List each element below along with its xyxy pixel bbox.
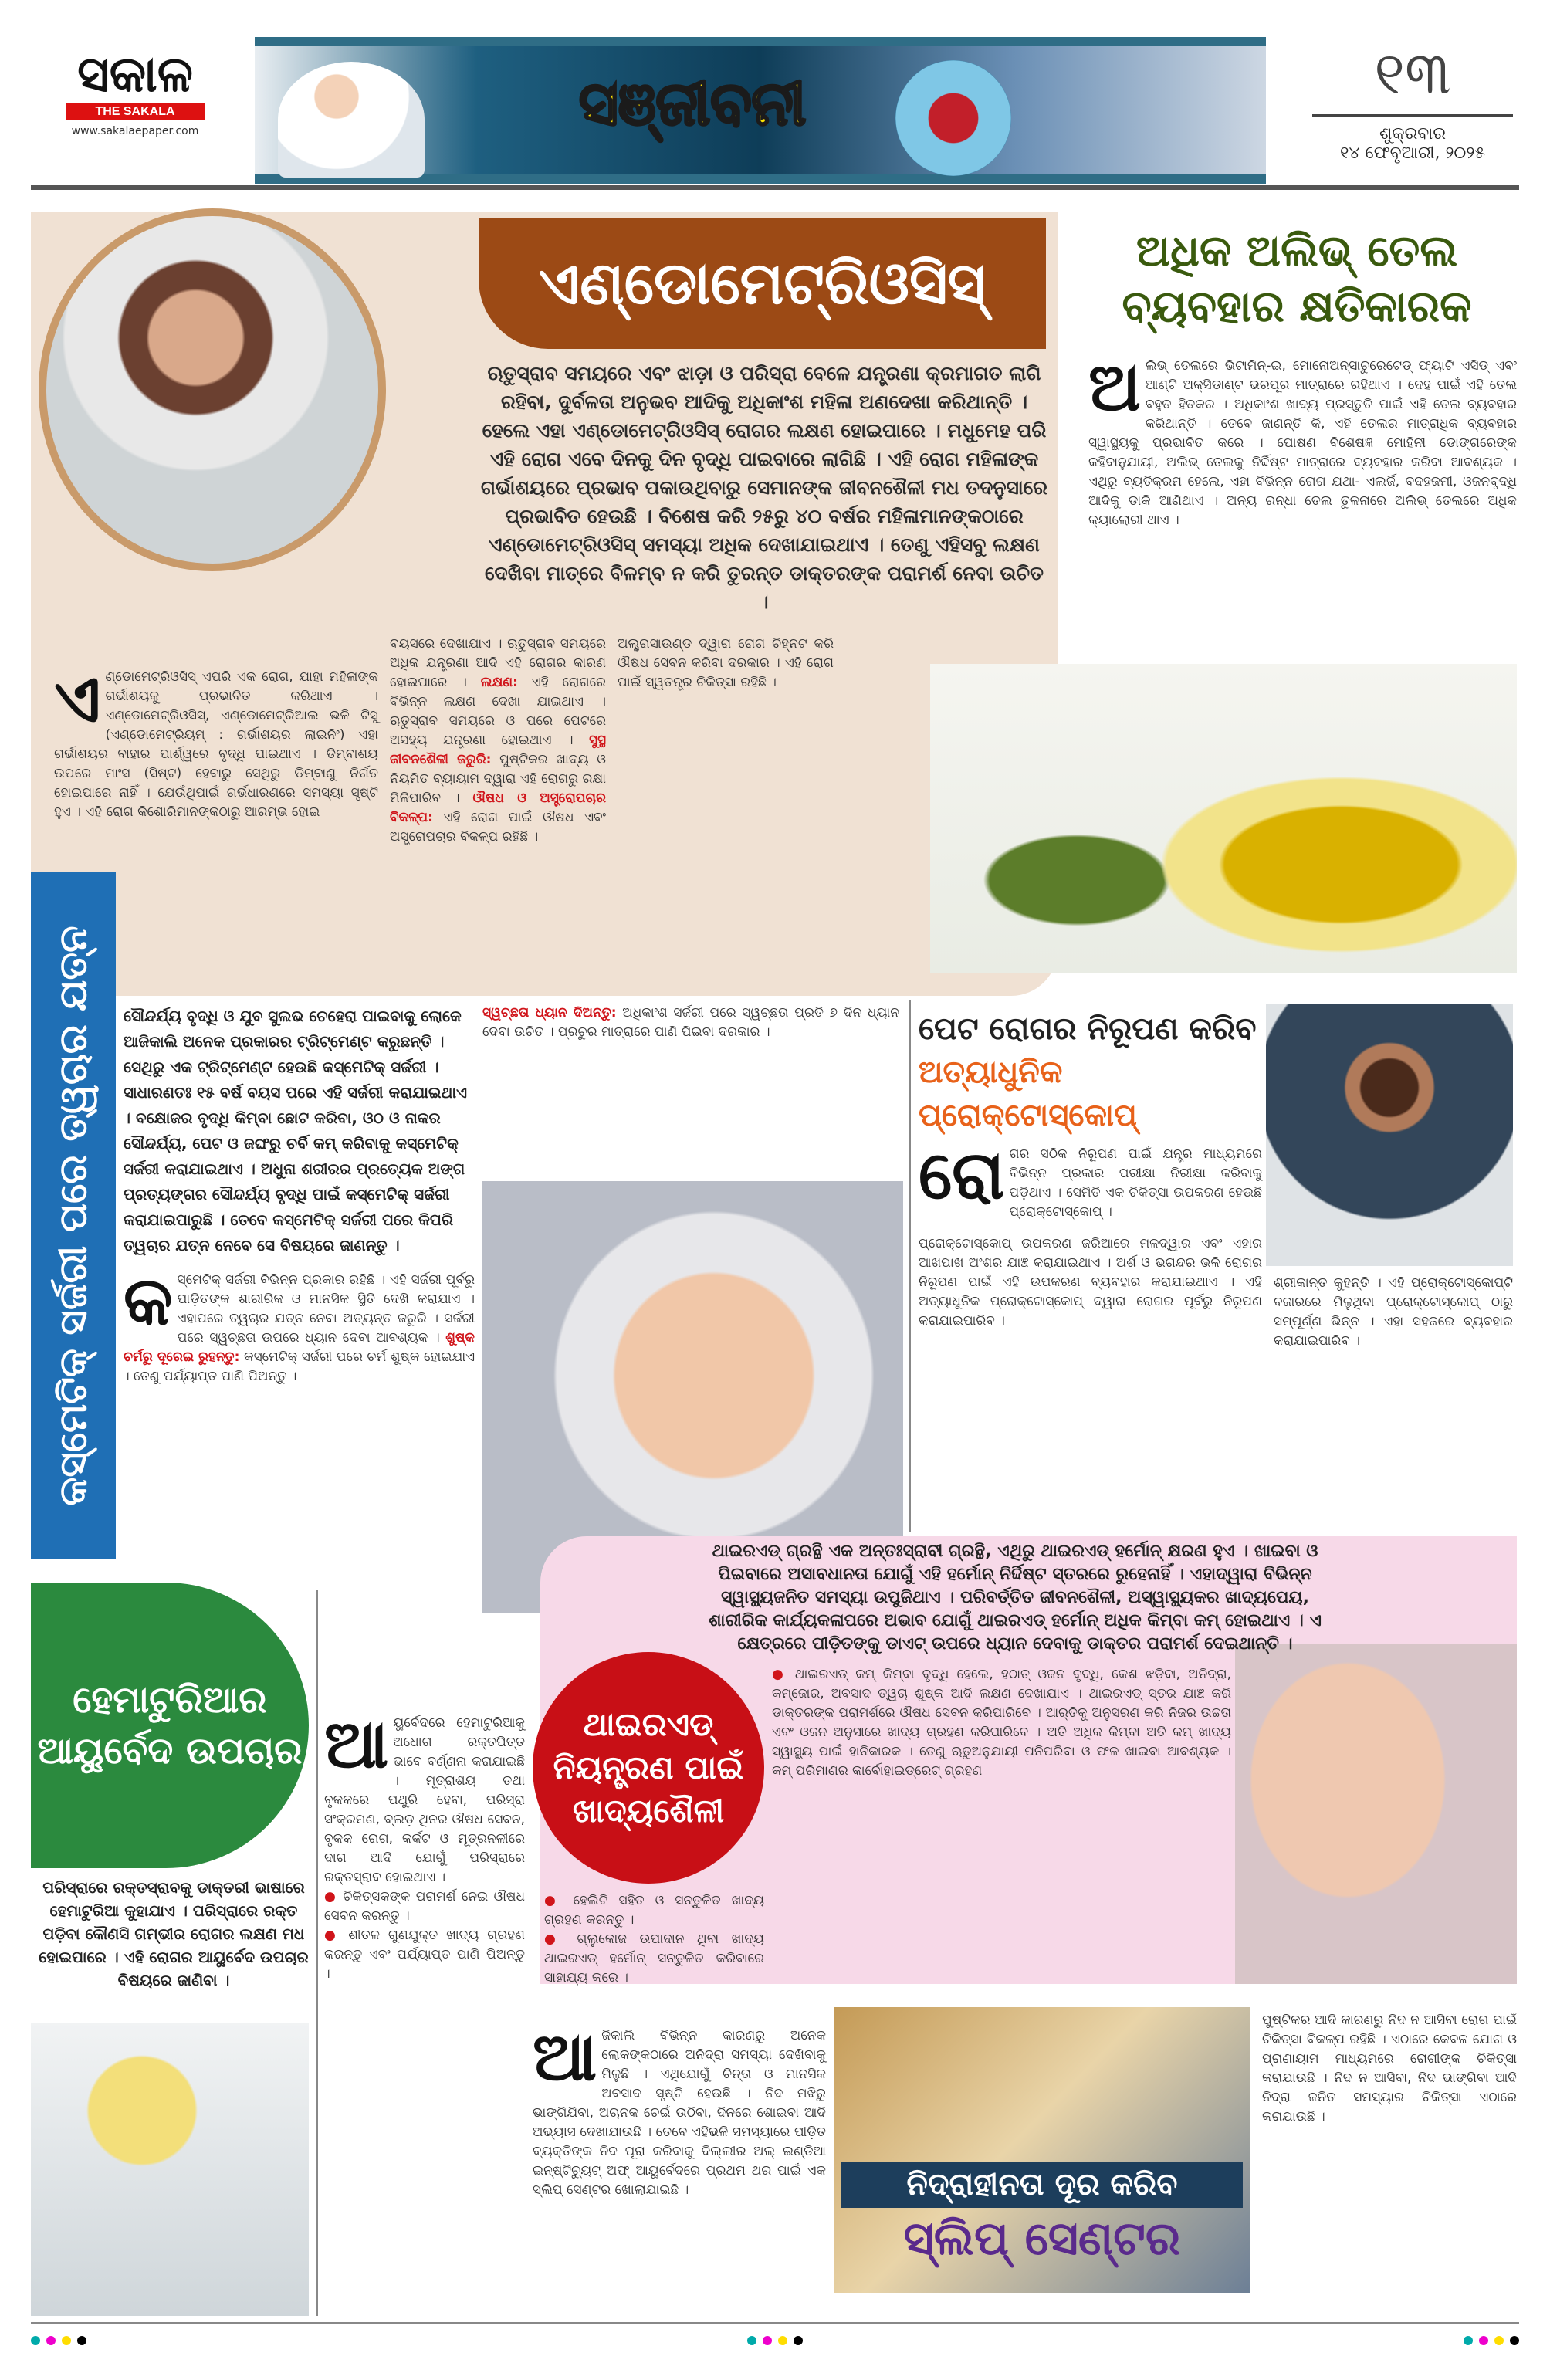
thyroid-main [695, 1540, 1335, 1781]
subhead: ସୁସ୍ଥ ଜୀବନଶୈଳୀ ଜରୁରି: [390, 733, 606, 767]
drop-cap: ଆ [324, 1706, 389, 1783]
endometriosis-col-1 [54, 660, 378, 822]
masthead-logo [35, 48, 235, 137]
body-text: ଲିଭ୍ ତେଲରେ ଭିଟାମିନ୍-ଇ, ମୋନୋଅନ୍‌ସାଚୁରେଟେଡ୍ ଫ୍ୟାଟି ଏସିଡ୍ ଏବଂ ଆଣ୍ଟି ଅକ୍ସିଡାଣ୍ଟ ଭରପୂର ମାତ୍ରାରେ ରହିଥାଏ । ଦେହ ପାଇଁ ଏହି ତେଲ ବହୁତ ହିତକର । ଅଧିକାଂଶ ଖାଦ୍ୟ ପ୍ରସ୍ତୁତି ପାଇଁ ଏହି ତେଲ ବ୍ୟବହାର କରିଥାନ୍ତି । ତେବେ ଜାଣନ୍ତି କି, ଏହି ତେଲର ମାତ୍ରାଧିକ ବ୍ୟବହାର ସ୍ୱାସ୍ଥ୍ୟକୁ ପ୍ରଭାବିତ କରେ । ପୋଷଣ ବିଶେଷଜ୍ଞ ମୋହିନୀ ଡୋଙ୍ଗରେଙ୍କ କହିବାନୁଯାୟୀ, ଅଲିଭ୍ ତେଲକୁ ନିର୍ଦ୍ଦିଷ୍ଟ ମାତ୍ରାରେ ବ୍ୟବହାର କରିବା ଆବଶ୍ୟକ । ଏଥିରୁ ବ୍ୟତିକ୍ରମ ହେଲେ, ଏହା ବିଭିନ୍ନ ରୋଗ ଯଥା- ଏଲର୍ଜି, ବଦହଜମୀ, ଓଜନବୃଦ୍ଧି ଆଦିକୁ ଡାକି ଆଣିଥାଏ । ଅନ୍ୟ ରନ୍ଧା ତେଲ ତୁଳନାରେ ଅଲିଭ୍ ତେଲରେ ଅଧିକ କ୍ୟାଲୋରୀ ଥାଏ । [1088, 358, 1517, 528]
body-text: ଗର ସଠିକ ନିରୂପଣ ପାଇଁ ଯନ୍ତ୍ର ମାଧ୍ୟମରେ ବିଭିନ୍ନ ପ୍ରକାର ପରୀକ୍ଷା ନିରୀକ୍ଷା କରିବାକୁ ପଡ଼ିଥାଏ । ସେମିତି ଏକ ଚିକିତ୍ସା ଉପକରଣ ହେଉଛି ପ୍ରୋକ୍ଟୋସ୍କୋପ୍ । [1009, 1146, 1262, 1220]
body-text: ଜିକାଲି ବିଭିନ୍ନ କାରଣରୁ ଅନେକ ଲୋକଙ୍କଠାରେ ଅନିଦ୍ରା ସମସ୍ୟା ଦେଖିବାକୁ ମିଳୁଛି । ଏଥିଯୋଗୁଁ ଚିନ୍ତା ଓ ମାନସିକ ଅବସାଦ ସୃଷ୍ଟି ହେଉଛି । ନିଦ ମଝିରୁ ଭାଙ୍ଗିଯିବା, ଅଚାନକ ଚେଇଁ ଉଠିବା, ଦିନରେ ଶୋଇବା ଆଦି ଅଭ୍ୟାସ ଦେଖାଯାଉଛି । ତେବେ ଏହିଭଳି ସମସ୍ୟାରେ ପୀଡ଼ିତ ବ୍ୟକ୍ତିଙ୍କ ନିଦ ପୂରା କରିବାକୁ ଦିଲ୍ଲୀର ଅଲ୍ ଇଣ୍ଡିଆ ଇନ୍‌ଷ୍ଟିଚ୍ୟୁଟ୍ ଅଫ୍ ଆୟୁର୍ବେଦରେ ପ୍ରଥମ ଥର ପାଇଁ ଏକ ସ୍ଲିପ୍ ସେଣ୍ଟର ଖୋଲାଯାଇଛି । [533, 2028, 826, 2198]
endometriosis-col-3: ଅଲ୍ଟ୍ରାସାଉଣ୍ଡ ଦ୍ୱାରା ରୋଗ ଚିହ୍ନଟ କରି ଔଷଧ ସେବନ କରିବା ଦରକାର । ଏହି ରୋଗ ପାଇଁ ସ୍ୱତନ୍ତ୍ର ଚିକିତ୍ସା ରହିଛି । [618, 636, 834, 690]
thyroid-headline: ଥାଇରଏଡ୍ ନିୟନ୍ତ୍ରଣ ପାଇଁ ଖାଦ୍ୟଶୈଳୀ [533, 1652, 764, 1884]
olive-oil-body [1088, 349, 1517, 530]
color-dot [747, 2336, 756, 2345]
issue-info [1312, 39, 1513, 163]
color-dot [794, 2336, 803, 2345]
bullet-text: ଗ୍ଲୁକୋଜ ଉପାଦାନ ଥିବା ଖାଦ୍ୟ ଥାଇରଏଡ୍ ହର୍ମୋନ୍ ସନ୍ତୁଳିତ କରିବାରେ ସାହାଯ୍ୟ କରେ । [544, 1931, 764, 1986]
body-text: ସ୍ମେଟିକ୍ ସର୍ଜରୀ ବିଭିନ୍ନ ପ୍ରକାର ରହିଛି । ଏହି ସର୍ଜରୀ ପୂର୍ବରୁ ପାଡ଼ିତଙ୍କ ଶାରୀରିକ ଓ ମାନସିକ ସ୍ଥିତି ଦେଖି କରାଯାଏ । ଏହାପରେ ତ୍ୱଚାର ଯତ୍ନ ନେବା ଅତ୍ୟନ୍ତ ଜରୁରି । ସର୍ଜରୀ ପରେ ସ୍ୱଚ୍ଛତା ଉପରେ ଧ୍ୟାନ ଦେବା ଆବଶ୍ୟକ । [177, 1272, 475, 1346]
thyroid-body-2 [544, 1891, 764, 1988]
sleep-body-2: ପୁଷ୍ଟିକର ଆଦି କାରଣରୁ ନିଦ ନ ଆସିବା ରୋଗ ପାଇଁ ଚିକିତ୍ସା ବିକଳ୍ପ ରହିଛି । ଏଠାରେ କେବଳ ଯୋଗ ଓ ପ୍ରାଣାୟାମ ମାଧ୍ୟମରେ ରୋଗୀଙ୍କ ଚିକିତ୍ସା କରାଯାଉଛି । ନିଦ ନ ଆସିବା, ନିଦ ଭାଙ୍ଗିବା ଆଦି ନିଦ୍ରା ଜନିତ ସମସ୍ୟାର ଚିକିତ୍ସା ଏଠାରେ କରାଯାଉଛି । [1262, 2013, 1517, 2124]
hematuria-body [324, 1706, 526, 1984]
issue-day: ଶୁକ୍ରବାର [1379, 124, 1446, 144]
color-dot [1464, 2336, 1473, 2345]
column-divider [316, 1590, 318, 2316]
section-banner [255, 37, 1266, 184]
olive-oil-photo [930, 664, 1517, 973]
body-text: ବୟସରେ ଦେଖାଯାଏ । ଋତୁସ୍ରାବ ସମୟରେ ଅଧିକ ଯନ୍ତ୍ରଣା ଆଦି ଏହି ରୋଗର କାରଣ ହୋଇପାରେ । [390, 636, 606, 690]
cosmetic-body [124, 1263, 475, 1386]
section-title: ସଞ୍ଜୀବନୀ [579, 69, 807, 139]
hematuria-deck: ପରିସ୍ରାରେ ରକ୍ତସ୍ରାବକୁ ଡାକ୍ତରୀ ଭାଷାରେ ହେମାଟୁରିଆ କୁହାଯାଏ । ପରିସ୍ରାରେ ରକ୍ତ ପଡ଼ିବା କୌଣସି ଗମ୍ଭୀର ରୋଗର ଲକ୍ଷଣ ମଧ ହୋଇପାରେ । ଏହି ରୋଗର ଆୟୁର୍ବେଦ ଉପଚାର ବିଷୟରେ ଜାଣିବା । [39, 1878, 309, 1989]
cosmetic-band [31, 872, 116, 1559]
body-text: ଅଧିକାଂଶ ସର୍ଜରୀ ପରେ ସ୍ୱଚ୍ଛତା ପ୍ରତି ୭ ଦିନ ଧ୍ୟାନ ଦେବା ଉଚିତ । ପ୍ରଚୁର ମାତ୍ରାରେ ପାଣି ପିଇବା ଦରକାର । [482, 1005, 899, 1040]
color-dot [31, 2336, 40, 2345]
body-text: ପୁଷ୍ଟିକର ଖାଦ୍ୟ ଓ ନିୟମିତ ବ୍ୟାୟାମ ଦ୍ୱାରା ଏହି ରୋଗରୁ ରକ୍ଷା ମିଳିପାରିବ । [390, 752, 606, 806]
color-dot [77, 2336, 86, 2345]
drop-cap: ରୋ [919, 1137, 1005, 1214]
issue-date: ୧୪ ଫେବୃଆରୀ, ୨୦୨୫ [1339, 144, 1486, 163]
bullet-text: ଚିକିତ୍ସକଙ୍କ ପରାମର୍ଶ ନେଇ ଔଷଧ ସେବନ କରନ୍ତୁ । [324, 1889, 525, 1924]
cosmetic-body-2 [482, 1004, 899, 1042]
endometriosis-col-2 [390, 635, 606, 847]
urine-sample-photo [31, 2023, 309, 2316]
body-text: ଏହି ରୋଗରେ ବିଭିନ୍ନ ଲକ୍ଷଣ ଦେଖା ଯାଇଥାଏ । ଋତୁସ୍ରାବ ସମୟରେ ଓ ପରେ ପେଟରେ ଅସହ୍ୟ ଯନ୍ତ୍ରଣା ହୋଇଥାଏ । [390, 675, 607, 748]
endometriosis-headline: ଏଣ୍ଡୋମେଟ୍ରିଓସିସ୍ [479, 218, 1046, 349]
drop-cap: କ [124, 1263, 173, 1340]
sleep-headlines [841, 2162, 1243, 2267]
heart-stethoscope-icon [895, 60, 1011, 176]
page-number: ୧୩ [1312, 39, 1513, 117]
sleep-headline-2: ସ୍ଲିପ୍ ସେଣ୍ଟର [903, 2212, 1181, 2266]
print-color-bar [31, 2335, 1519, 2346]
thyroid-body [772, 1665, 1231, 1781]
drop-cap: ଅ [1088, 349, 1141, 426]
logo-tagline: THE SAKALA [66, 103, 205, 120]
bullet-item: ● ଚିକିତ୍ସକଙ୍କ ପରାମର୍ଶ ନେଇ ଔଷଧ ସେବନ କରନ୍ତୁ । [324, 1889, 525, 1924]
website-url: www.sakalaepaper.com [71, 125, 199, 137]
cosmetic-main [124, 1004, 475, 1386]
color-dot [46, 2336, 56, 2345]
body-text: କସ୍ମେଟିକ୍ ସର୍ଜରୀ ପରେ ଚର୍ମ ଶୁଷ୍କ ହୋଇଯାଏ । ତେଣୁ ପର୍ଯ୍ୟାପ୍ତ ପାଣି ପିଅନ୍ତୁ । [124, 1349, 475, 1384]
column-divider [909, 1000, 911, 1532]
subhead: ଲକ୍ଷଣ: [480, 675, 518, 690]
hematuria-headline: ହେମାଟୁରିଆର ଆୟୁର୍ବେଦ ଉପଚାର [31, 1583, 309, 1868]
subhead: ଶୁଷ୍କ ଚର୍ମରୁ ଦୂରେଇ ରୁହନ୍ତୁ: [124, 1330, 475, 1365]
color-dot [1479, 2336, 1488, 2345]
drop-cap: ଏ [54, 660, 101, 737]
endometriosis-deck: ଋତୁସ୍ରାବ ସମୟରେ ଏବଂ ଝାଡ଼ା ଓ ପରିସ୍ରା ବେଳେ ଯନ୍ତ୍ରଣା କ୍ରମାଗତ ଲାଗି ରହିବା, ଦୁର୍ବଳତା ଅନୁଭବ ଆଦିକୁ ଅଧିକାଂଶ ମହିଳା ଅଣଦେଖା କରିଥାନ୍ତି । ହେଲେ ଏହା ଏଣ୍ଡୋମେଟ୍ରିଓସିସ୍ ରୋଗର ଲକ୍ଷଣ ହୋଇପାରେ । ମଧୁମେହ ପରି ଏହି ରୋଗ ଏବେ ଦିନକୁ ଦିନ ବୃଦ୍ଧି ପାଇବାରେ ଲାଗିଛି । ଏହି ରୋଗ ମହିଳାଙ୍କ ଗର୍ଭାଶୟରେ ପ୍ରଭାବ ପକାଉଥିବାରୁ ସେମାନଙ୍କ ଜୀବନଶୈଳୀ ମଧ ତଦନୁସାରେ ପ୍ରଭାବିତ ହେଉଛି । ବିଶେଷ କରି ୨୫ରୁ ୪୦ ବର୍ଷର ମହିଳାମାନଙ୍କଠାରେ ଏଣ୍ଡୋମେଟ୍ରିଓସିସ୍ ସମସ୍ୟା ଅଧିକ ଦେଖାଯାଇଥାଏ । ତେଣୁ ଏହିସବୁ ଲକ୍ଷଣ ଦେଖିବା ମାତ୍ରେ ବିଳମ୍ବ ନ କରି ତୁରନ୍ତ ଡାକ୍ତରଙ୍କ ପରାମର୍ଶ ନେବା ଉଚିତ । [480, 362, 1048, 613]
header-divider [31, 185, 1519, 190]
body-text: ଏହି ରୋଗ ପାଇଁ ଔଷଧ ଏବଂ ଅସ୍ତ୍ରୋପଚାର ବିକଳ୍ପ ରହିଛି । [390, 810, 607, 845]
cosmetic-deck: ସୌନ୍ଦର୍ଯ୍ୟ ବୃଦ୍ଧି ଓ ଯୁବ ସୁଲଭ ଚେହେରା ପାଇବାକୁ ଲୋକେ ଆଜିକାଲି ଅନେକ ପ୍ରକାରର ଟ୍ରିଟ୍‌ମେଣ୍ଟ କରୁଛନ୍ତି । ସେଥିରୁ ଏକ ଟ୍ରିଟ୍‌ମେଣ୍ଟ ହେଉଛି କସ୍ମେଟିକ୍ ସର୍ଜରୀ । ସାଧାରଣତଃ ୧୫ ବର୍ଷ ବୟସ ପରେ ଏହି ସର୍ଜରୀ କରାଯାଇଥାଏ । ବକ୍ଷୋଜର ବୃଦ୍ଧି କିମ୍ବା ଛୋଟ କରିବା, ଓଠ ଓ ନାକର ସୌନ୍ଦର୍ଯ୍ୟ, ପେଟ ଓ ଜଙ୍ଘରୁ ଚର୍ବି କମ୍ କରିବାକୁ କସ୍ମେଟିକ୍ ସର୍ଜରୀ କରାଯାଇଥାଏ । ଅଧୁନା ଶରୀରର ପ୍ରତ୍ୟେକ ଅଙ୍ଗ ପ୍ରତ୍ୟଙ୍ଗର ସୌନ୍ଦର୍ଯ୍ୟ ବୃଦ୍ଧି ପାଇଁ କସ୍ମେଟିକ୍ ସର୍ଜରୀ କରାଯାଇପାରୁଛି । ତେବେ କସ୍ମେଟିକ୍ ସର୍ଜରୀ ପରେ କିପରି ତ୍ୱଚାର ଯତ୍ନ ନେବେ ସେ ବିଷୟରେ ଜାଣନ୍ତୁ । [124, 1007, 468, 1254]
sleep-headline-1: ନିଦ୍ରାହୀନତା ଦୂର କରିବ [841, 2162, 1243, 2208]
olive-oil-headline: ଅଧିକ ଅଲିଭ୍ ତେଲ ବ୍ୟବହାର କ୍ଷତିକାରକ [1122, 226, 1472, 332]
color-dot [778, 2336, 787, 2345]
color-dot [62, 2336, 71, 2345]
procto-body: ପ୍ରୋକ୍ଟୋସ୍କୋପ୍ ଉପକରଣ ଜରିଆରେ ମଳଦ୍ୱାର ଏବଂ ଏହାର ଆଖପାଖ ଅଂଶର ଯାଞ୍ଚ କରାଯାଇଥାଏ । ଅର୍ଶ ଓ ଭଗନ୍ଦର ଭଳି ରୋଗର ନିରୂପଣ ପାଇଁ ଏହି ଉପକରଣ ବ୍ୟବହାର କରାଯାଇଥାଏ । ଏହି ଅତ୍ୟାଧୁନିକ ପ୍ରୋକ୍ଟୋସ୍କୋପ୍ ଦ୍ୱାରା ରୋଗର ପୂର୍ବରୁ ନିରୂପଣ କରାଯାଇପାରିବ । [919, 1236, 1262, 1329]
color-dot [1494, 2336, 1504, 2345]
body-text: ଣ୍ଡୋମେଟ୍ରିଓସିସ୍ ଏପରି ଏକ ରୋଗ, ଯାହା ମହିଳାଙ୍କ ଗର୍ଭାଶୟକୁ ପ୍ରଭାବିତ କରିଥାଏ । ଏଣ୍ଡୋମେଟ୍ରିଓସିସ୍, ଏଣ୍ଡୋମେଟ୍ରିଆଲ ଭଳି ଟିସୁ (ଏଣ୍ଡୋମେଟ୍ରିୟମ୍ : ଗର୍ଭାଶୟର ଲାଇନିଂ) ଏହା ଗର୍ଭାଶୟର ବାହାର ପାର୍ଶ୍ୱରେ ବୃଦ୍ଧି ପାଇଥାଏ । ଡିମ୍ବାଶୟ ଉପରେ ମାଂସ (ସିଷ୍ଟ) ହେବାରୁ ସେଥିରୁ ଡିମ୍ବାଣୁ ନିର୍ଗତ ହୋଇପାରେ ନାହିଁ । ଯେଉଁଥିପାଇଁ ଗର୍ଭଧାରଣରେ ସମସ୍ୟା ସୃଷ୍ଟି ହୁଏ । ଏହି ରୋଗ କିଶୋରିମାନଙ୍କଠାରୁ ଆରମ୍ଭ ହୋଇ [54, 669, 378, 820]
logo-text: ସକାଳ [77, 46, 193, 103]
drop-cap: ଆ [533, 2019, 597, 2096]
bullet-text: ଶୀତଳ ଗୁଣଯୁକ୍ତ ଖାଦ୍ୟ ଗ୍ରହଣ କରନ୍ତୁ ଏବଂ ପର୍ଯ୍ୟାପ୍ତ ପାଣି ପିଅନ୍ତୁ । [324, 1928, 526, 1982]
bullet-item: ● ହେଲିଟି ସହିତ ଓ ସନ୍ତୁଳିତ ଖାଦ୍ୟ ଗ୍ରହଣ କରନ୍ତୁ । [544, 1893, 765, 1928]
doctors-image [278, 62, 425, 178]
footer-rule [31, 2322, 1519, 2324]
sleep-body [533, 2019, 826, 2200]
color-dot [763, 2336, 772, 2345]
subhead: ସ୍ୱଚ୍ଛତା ଧ୍ୟାନ ଦିଅନ୍ତୁ: [482, 1005, 617, 1021]
bullet-text: ଥାଇରଏଡ୍ କମ୍ କିମ୍ବା ବୃଦ୍ଧି ହେଲେ, ହଠାତ୍ ଓଜନ ବୃଦ୍ଧି, କେଶ ଝଡ଼ିବା, ଅନିଦ୍ରା, କମ୍‌ଜୋର, ଅବସାଦ ତ୍ୱଚା ଶୁଷ୍କ ଆଦି ଲକ୍ଷଣ ଦେଖାଯାଏ । ଥାଇରଏଡ୍ ସ୍ତର ଯାଞ୍ଚ କରି ଡାକ୍ତରଙ୍କ ପରାମର୍ଶରେ ଔଷଧ ସେବନ କରିପାରିବେ । ଆର୍‌ତିକୁ ଅନୁସରଣ କରି ନିଜର ଉଚ୍ଚତା ଏବଂ ଓଜନ ଅନୁସାରେ ଖାଦ୍ୟ ଗ୍ରହଣ କରିପାରିବେ । ଅତି ଅଧିକ କିମ୍ବା ଅତି କମ୍ ଖାଦ୍ୟ ସ୍ୱାସ୍ଥ୍ୟ ପାଇଁ ହାନିକାରକ । ତେଣୁ ଋତୁଅନୁଯାୟୀ ପନିପରିବା ଓ ଫଳ ଖାଇବା ଆବଶ୍ୟକ । କମ୍ ପରିମାଣର କାର୍ବୋହାଇଡ୍ରେଟ୍ ଗ୍ରହଣ [772, 1667, 1231, 1779]
body-text: ୟୁର୍ବେଦରେ ହେମାଟୁରିଆକୁ ଅଧୋଗ ରକ୍ତପିତ୍ତ ଭାବେ ବର୍ଣ୍ଣନା କରାଯାଇଛି । ମୂତ୍ରାଶୟ ତଥା ବୃକକରେ ପଥୁରି ହେବା, ପରିସ୍ରା ସଂକ୍ରମଣ, ବ୍ଲଡ଼ ଥିନର ଔଷଧ ସେବନ, ବୃକକ ରୋଗ, କର୍କଟ ଓ ମୂତ୍ରନଳୀରେ ଦାଗ ଆଦି ଯୋଗୁଁ ପରିସ୍ରାରେ ରକ୍ତସ୍ରାବ ହୋଇଥାଏ । [324, 1715, 525, 1885]
bullet-item: ● ଗ୍ଲୁକୋଜ ଉପାଦାନ ଥିବା ଖାଦ୍ୟ ଥାଇରଏଡ୍ ହର୍ମୋନ୍ ସନ୍ତୁଳିତ କରିବାରେ ସାହାଯ୍ୟ କରେ । [544, 1931, 764, 1986]
procto-headline-2: ଅତ୍ୟାଧୁନିକ ପ୍ରୋକ୍ଟୋସ୍କୋପ୍ [919, 1055, 1137, 1133]
bullet-text: ହେଲିଟି ସହିତ ଓ ସନ୍ତୁଳିତ ଖାଦ୍ୟ ଗ୍ରହଣ କରନ୍ତୁ । [544, 1893, 765, 1928]
cosmetic-headline: କସ୍ମେଟିକ୍ ସର୍ଜରୀ ପରେ ତ୍ୱଚାର ଯତ୍ନ [50, 926, 96, 1506]
procto-intro [919, 1137, 1262, 1222]
procto-article [919, 1007, 1262, 1331]
color-dot [1510, 2336, 1519, 2345]
procto-body-2: ଶ୍ରୀକାନ୍ତ କୁହନ୍ତି । ଏହି ପ୍ରୋକ୍ଟୋସ୍କୋପ୍‌ଟି ବଜାରରେ ମିଳୁଥିବା ପ୍ରୋକ୍ଟୋସ୍କୋପ୍ ଠାରୁ ସମ୍ପୂର୍ଣ୍ଣ ଭିନ୍ନ । ଏହା ସହଜରେ ବ୍ୟବହାର କରାଯାଇପାରିବ । [1274, 1275, 1513, 1349]
subhead: ଔଷଧ ଓ ଅସ୍ତ୍ରୋପଚାର ବିକଳ୍ପ: [390, 791, 606, 825]
bullet-item: ● ଶୀତଳ ଗୁଣଯୁକ୍ତ ଖାଦ୍ୟ ଗ୍ରହଣ କରନ୍ତୁ ଏବଂ ପର୍ଯ୍ୟାପ୍ତ ପାଣି ପିଅନ୍ତୁ । [324, 1928, 526, 1982]
bullet-item: ● ଥାଇରଏଡ୍ କମ୍ କିମ୍ବା ବୃଦ୍ଧି ହେଲେ, ହଠାତ୍ ଓଜନ ବୃଦ୍ଧି, କେଶ ଝଡ଼ିବା, ଅନିଦ୍ରା, କମ୍‌ଜୋର, ଅବସାଦ ତ୍ୱଚା ଶୁଷ୍କ ଆଦି ଲକ୍ଷଣ ଦେଖାଯାଏ । ଥାଇରଏଡ୍ ସ୍ତର ଯାଞ୍ଚ କରି ଡାକ୍ତରଙ୍କ ପରାମର୍ଶରେ ଔଷଧ ସେବନ କରିପାରିବେ । ଆର୍‌ତିକୁ ଅନୁସରଣ କରି ନିଜର ଉଚ୍ଚତା ଏବଂ ଓଜନ ଅନୁସାରେ ଖାଦ୍ୟ ଗ୍ରହଣ କରିପାରିବେ । ଅତି ଅଧିକ କିମ୍ବା ଅତି କମ୍ ଖାଦ୍ୟ ସ୍ୱାସ୍ଥ୍ୟ ପାଇଁ ହାନିକାରକ । ତେଣୁ ଋତୁଅନୁଯାୟୀ ପନିପରିବା ଓ ଫଳ ଖାଇବା ଆବଶ୍ୟକ । କମ୍ ପରିମାଣର କାର୍ବୋହାଇଡ୍ରେଟ୍ ଗ୍ରହଣ [772, 1667, 1231, 1779]
man-portrait-photo [1266, 1004, 1513, 1266]
procto-headline-1: ପେଟ ରୋଗର ନିରୂପଣ କରିବ [919, 1011, 1257, 1047]
woman-pain-photo [39, 208, 386, 571]
thyroid-deck: ଥାଇରଏଡ୍ ଗ୍ରନ୍ଥି ଏକ ଅନ୍ତଃସ୍ରାବୀ ଗ୍ରନ୍ଥି, ଏଥିରୁ ଥାଇରଏଡ୍ ହର୍ମୋନ୍ କ୍ଷରଣ ହୁଏ । ଖାଇବା ଓ ପିଇବାରେ ଅସାବଧାନତା ଯୋଗୁଁ ଏହି ହର୍ମୋନ୍ ନିର୍ଦ୍ଦିଷ୍ଟ ସ୍ତରରେ ରୁହେନାହିଁ । ଏହାଦ୍ୱାରା ବିଭିନ୍ନ ସ୍ୱାସ୍ଥ୍ୟଜନିତ ସମସ୍ୟା ଉପୁଜିଥାଏ । ପରିବର୍ତ୍ତିତ ଜୀବନଶୈଳୀ, ଅସ୍ୱାସ୍ଥ୍ୟକର ଖାଦ୍ୟପେୟ, ଶାରୀରିକ କାର୍ଯ୍ୟକଳାପରେ ଅଭାବ ଯୋଗୁଁ ଥାଇରଏଡ୍ ହର୍ମୋନ୍ ଅଧିକ କିମ୍ବା କମ୍ ହୋଇଥାଏ । ଏ କ୍ଷେତ୍ରରେ ପୀଡ଼ିତଙ୍କୁ ଡାଏଟ୍ ଉପରେ ଧ୍ୟାନ ଦେବାକୁ ଡାକ୍ତର ପରାମର୍ଶ ଦେଇଥାନ୍ତି । [709, 1542, 1322, 1654]
